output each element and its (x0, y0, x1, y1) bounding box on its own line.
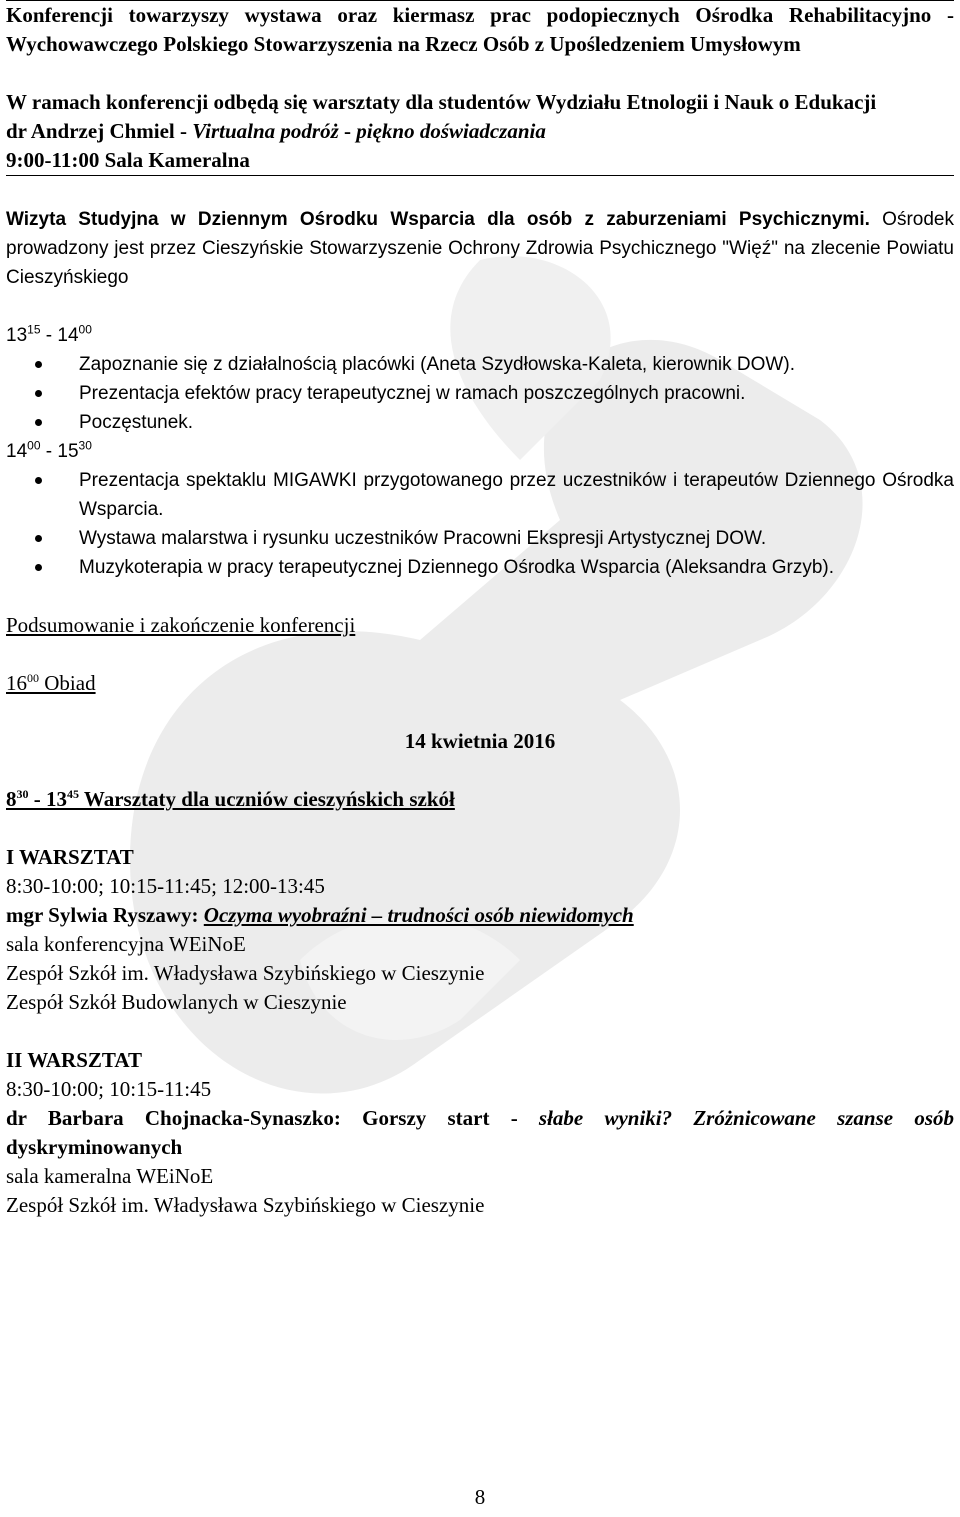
study-visit-title: Wizyta Studyjna w Dziennym Ośrodku Wsparcia dla osób z zaburzeniami Psychicznymi. (6, 209, 870, 230)
lunch-line: $16^{00}$ Obiad (6, 671, 96, 695)
workshop-2-times: 8:30-10:00; 10:15-11:45 (6, 1077, 212, 1101)
workshop-1-speaker: mgr Sylwia Ryszawy: (6, 903, 204, 927)
workshop-1-times: 8:30-10:00; 10:15-11:45; 12:00-13:45 (6, 874, 325, 898)
summary-heading: Podsumowanie i zakończenie konferencji (6, 613, 356, 637)
workshop-2-speaker: dr Barbara Chojnacka-Synaszko: (6, 1106, 363, 1130)
exhibition-note (6, 1, 954, 59)
study-visit-description: Ośrodek prowadzony jest przez Cieszyńskie Stowarzyszenie Ochrony Zdrowia Psychicznego "Więź" na zlecenie Powiatu Cieszyńskiego (6, 209, 954, 288)
workshop-2-title-b: słabe wyniki? Zróżnicowane szanse osób (538, 1106, 954, 1130)
workshop-2 (6, 1046, 954, 1220)
study-visit-text (6, 205, 954, 292)
workshop-1-heading: I WARSZTAT (6, 845, 134, 869)
workshop-2-heading: II WARSZTAT (6, 1048, 142, 1072)
slot-1-list (6, 350, 954, 437)
list-item: Poczęstunek. (79, 408, 954, 437)
workshop-1-speaker-line (6, 901, 954, 930)
slot-2-list (6, 466, 954, 582)
student-workshops-intro: W ramach konferencji odbędą się warsztaty dla studentów Wydziału Etnologii i Nauk o Edukacji (6, 90, 877, 114)
exhibition-text: Konferencji towarzyszy wystawa oraz kiermasz prac podopiecznych Ośrodka Rehabilitacyjno - Wychowawczego Polskiego Stowarzyszenia na Rzecz Osób z Upośledzeniem Umysłowym (6, 3, 954, 56)
list-item: Prezentacja spektaklu MIGAWKI przygotowanego przez uczestników i terapeutów Dziennego Ośrodka Wsparcia. (79, 466, 954, 524)
day-2-date: 14 kwietnia 2016 (404, 729, 556, 753)
workshop-2-title-c: dyskryminowanych (6, 1135, 183, 1159)
time-slot-2: $14^{00} - 15^{30}$ (6, 438, 92, 462)
workshop-2-speaker-line (6, 1104, 954, 1133)
time-slot-1: $13^{15} - 14^{00}$ (6, 322, 92, 346)
speaker-name: dr Andrzej Chmiel - (6, 119, 193, 143)
workshop-1-title: Oczyma wyobraźni – trudności osób niewidomych (203, 903, 634, 927)
workshop-1-room: sala konferencyjna WEiNoE (6, 932, 246, 956)
workshop-1 (6, 843, 954, 1017)
page-number: 8 (474, 1485, 486, 1509)
workshop-1-school: Zespół Szkół im. Władysława Szybińskiego w Cieszynie (6, 961, 485, 985)
list-item: Zapoznanie się z działalnością placówki (Aneta Szydłowska-Kaleta, kierownik DOW). (79, 350, 954, 379)
workshop-title: Virtualna podróż (192, 119, 339, 143)
workshop-2-room: sala kameralna WEiNoE (6, 1164, 214, 1188)
workshop-2-title-a: Gorszy start - (362, 1106, 539, 1130)
workshop-time-place: 9:00-11:00 Sala Kameralna (6, 148, 250, 172)
student-workshops (6, 88, 954, 175)
workshop-1-school: Zespół Szkół Budowlanych w Cieszynie (6, 990, 347, 1014)
title-dash: - (338, 119, 357, 143)
list-item: Muzykoterapia w pracy terapeutycznej Dziennego Ośrodka Wsparcia (Aleksandra Grzyb). (79, 553, 954, 582)
list-item: Prezentacja efektów pracy terapeutycznej w ramach poszczególnych pracowni. (79, 379, 954, 408)
study-visit (6, 205, 954, 582)
list-item: Wystawa malarstwa i rysunku uczestników Pracowni Ekspresji Artystycznej DOW. (79, 524, 954, 553)
day-2-heading: $8^{30} - 13^{45}$ Warsztaty dla uczniów cieszyńskich szkół (6, 787, 455, 811)
student-workshop-speaker-line (6, 117, 954, 146)
workshop-2-school: Zespół Szkół im. Władysława Szybińskiego w Cieszynie (6, 1193, 485, 1217)
workshop-title-2: piękno doświadczania (356, 119, 546, 143)
